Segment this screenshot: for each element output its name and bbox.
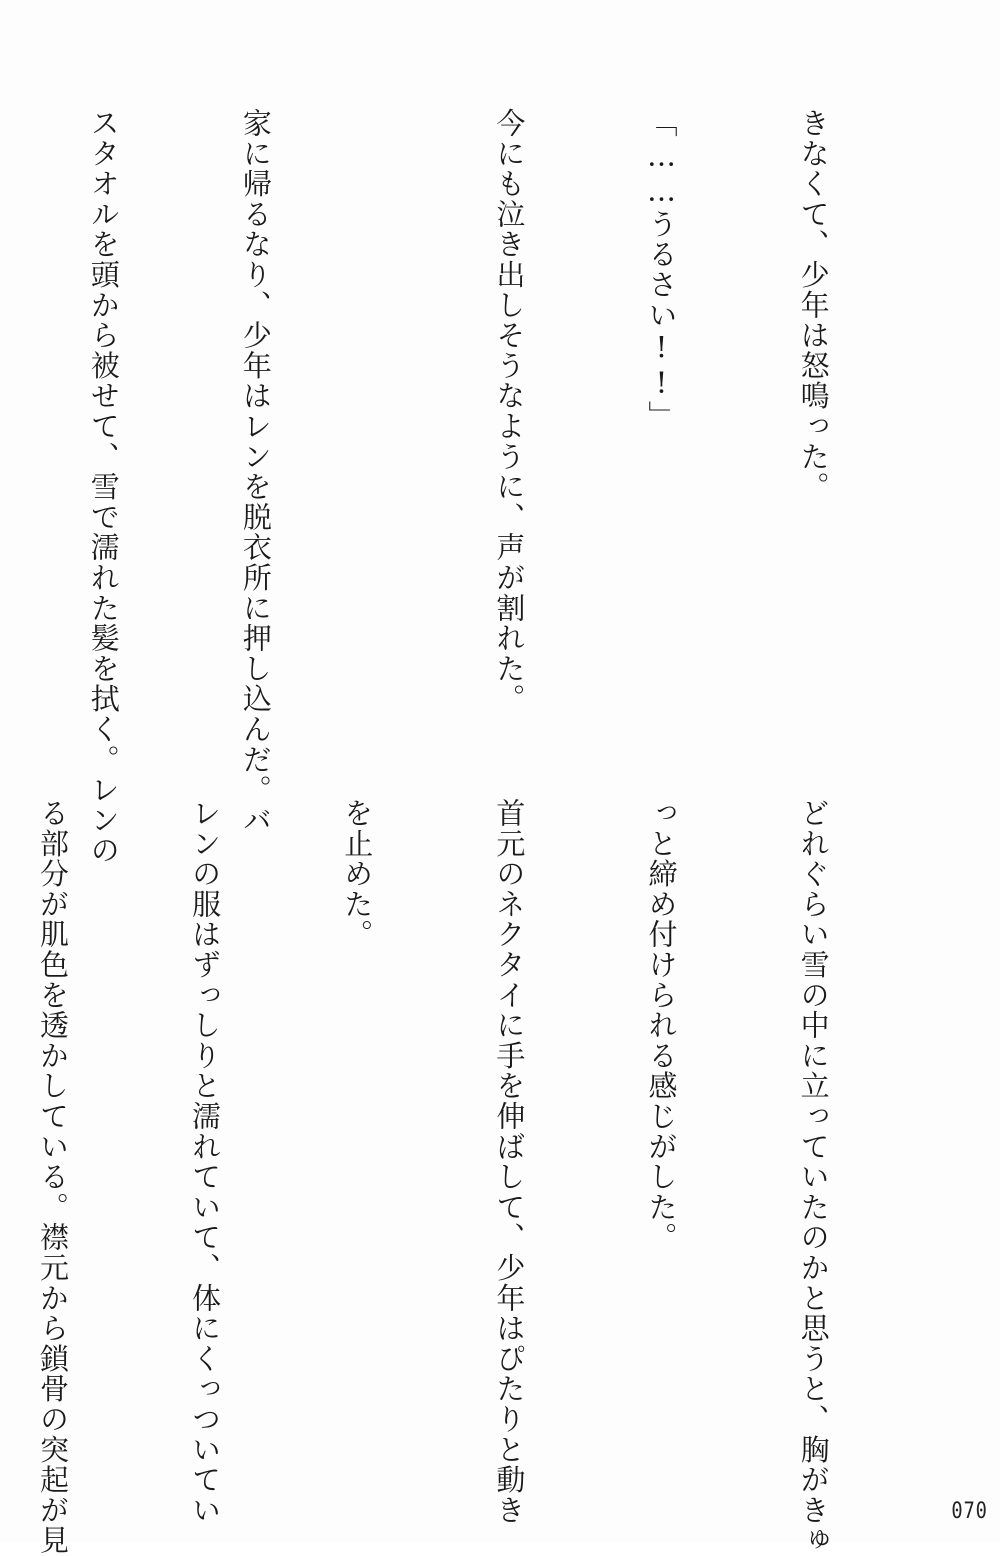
text-block-bottom bbox=[36, 798, 940, 1556]
page-number: 070 bbox=[951, 1499, 988, 1524]
text-line: 首元のネクタイに手を伸ばして、少年はぴたりと動き bbox=[492, 798, 527, 1526]
text-block-top bbox=[60, 108, 940, 866]
text-line: 「……うるさい!!」 bbox=[644, 108, 679, 431]
text-line: どれぐらい雪の中に立っていたのかと思うと、胸がきゅ bbox=[796, 798, 831, 1556]
text-line: る部分が肌色を透かしている。襟元から鎖骨の突起が見 bbox=[36, 798, 71, 1556]
text-line: っと締め付けられる感じがした。 bbox=[644, 798, 679, 1253]
text-line: スタオルを頭から被せて、雪で濡れた髪を拭く。レンの bbox=[86, 108, 121, 866]
text-line: レンの服はずっしりと濡れていて、体にくっついてい bbox=[188, 798, 223, 1526]
text-line: 家に帰るなり、少年はレンを脱衣所に押し込んだ。バ bbox=[238, 108, 273, 836]
text-line: を止めた。 bbox=[340, 798, 375, 950]
text-line: きなくて、少年は怒鳴った。 bbox=[796, 108, 831, 502]
text-line: 今にも泣き出しそうなように、声が割れた。 bbox=[492, 108, 527, 714]
